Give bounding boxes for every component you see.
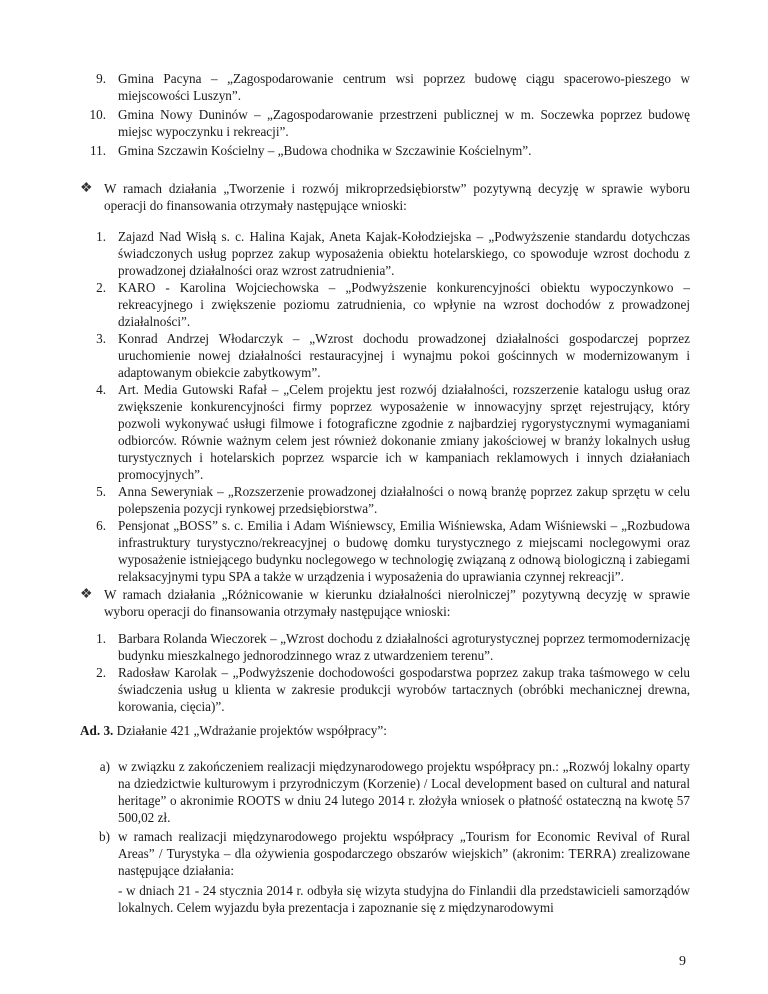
list-item-text: Anna Seweryniak – „Rozszerzenie prowadzonej działalności o nową branżę poprzez zakup sprzętu w celu polepszenia pozycji rynkowej przedsiębiorstwa”. xyxy=(118,484,690,516)
list-item-text: Zajazd Nad Wisłą s. c. Halina Kajak, Aneta Kajak-Kołodziejska – „Podwyższenie standardu dotychczas świadczonych usług poprzez zakup wyposażenia obiektu hotelarskiego, co spowoduje wzrost dochodu z prowadzonej działalności oraz wzrost zatrudnienia”. xyxy=(118,229,690,278)
list-number: 4. xyxy=(96,382,106,397)
list-letter: b) xyxy=(99,829,110,844)
section-title: Działanie 421 „Wdrażanie projektów współpracy”: xyxy=(113,723,387,738)
list-item-text: w związku z zakończeniem realizacji międzynarodowego projektu współpracy pn.: „Rozwój lokalny oparty na dziedzictwie kulturowym i przyrodniczym (Korzenie) / Local development based on cultural and natural heritage” o akronimie ROOTS w dniu 24 lutego 2014 r. złożyła wniosek o płatność ostateczną na kwotę 57 500,02 zł. xyxy=(118,759,690,825)
list-item-text: Gmina Nowy Duninów – „Zagospodarowanie przestrzeni publicznej w m. Soczewka poprzez budowę miejsc wypoczynku i rekreacji”. xyxy=(118,107,690,139)
list-item-text: Radosław Karolak – „Podwyższenie dochodowości gospodarstwa poprzez zakup traka taśmowego w celu świadczenia usług u klienta w zakresie produkcji wyrobów tartacznych (obróbki mechanicznej drewna, korowania, cięcia)”. xyxy=(118,665,690,714)
diamond-bullet-icon: ❖ xyxy=(80,181,93,196)
list-number: 2. xyxy=(96,280,106,295)
sub-paragraph: - w dniach 21 - 24 stycznia 2014 r. odbyła się wizyta studyjna do Finlandii dla przedstawicieli samorządów lokalnych. Celem wyjazdu była prezentacja i zapoznanie się z międzynarodowymi xyxy=(118,883,690,915)
list-number: 5. xyxy=(96,484,106,499)
page-number: 9 xyxy=(679,954,686,969)
list-letter: a) xyxy=(99,759,110,774)
list-number: 1. xyxy=(96,229,106,244)
list-item-text: w ramach realizacji międzynarodowego projektu współpracy „Tourism for Economic Revival of Rural Areas” / Turystyka – dla ożywienia gospodarczego obszarów wiejskich” (akronim: TERRA) zrealizowane następujące działania: xyxy=(118,829,690,878)
list-number: 10. xyxy=(89,107,106,122)
section-intro: W ramach działania „Różnicowanie w kierunku działalności nierolniczej” pozytywną decyzję w sprawie wyboru operacji do finansowania otrzymały następujące wnioski: xyxy=(104,587,690,619)
list-number: 3. xyxy=(96,331,106,346)
list-number: 1. xyxy=(96,631,106,646)
section-heading xyxy=(80,722,690,739)
list-item-text: Art. Media Gutowski Rafał – „Celem projektu jest rozwój działalności, rozszerzenie katalogu usług oraz zwiększenie konkurencyjności firmy poprzez wyposażenie w innowacyjny sprzęt rejestrujący, który pozwoli wykonywać usługi filmowe i fotograficzne zgodnie z najbardziej rygorystycznymi wymaganiami odbiorców. Równie ważnym celem jest również dokonanie zmiany jakościowej w branży lokalnych usług turystycznych i hotelarskich poprzez wsparcie ich w kampaniach reklamowych i innych działaniach promocyjnych”. xyxy=(118,382,690,482)
section-label: Ad. 3. xyxy=(80,723,114,738)
list-number: 2. xyxy=(96,665,106,680)
list-item-text: KARO - Karolina Wojciechowska – „Podwyższenie konkurencyjności obiektu wypoczynkowo – rekreacyjnego i zwiększenie poziomu zatrudnienia, co wpłynie na wzrost dochodów z prowadzonej działalności”. xyxy=(118,280,690,329)
list-item-text: Gmina Pacyna – „Zagospodarowanie centrum wsi poprzez budowę ciągu spacerowo-pieszego w miejscowości Luszyn”. xyxy=(118,71,690,103)
list-item-text: Pensjonat „BOSS” s. c. Emilia i Adam Wiśniewscy, Emilia Wiśniewska, Adam Wiśniewski – „Rozbudowa infrastruktury turystyczno/rekreacyjnej o budowę domku turystycznego z miejscami noclegowymi oraz wyposażenie istniejącego budynku noclegowego w technologię związaną z odnową biologiczną i zabiegami relaksacyjnymi typu SPA a także w urządzenia i wyposażenia do uprawiania czynnej rekreacji”. xyxy=(118,518,690,584)
list-item-text: Gmina Szczawin Kościelny – „Budowa chodnika w Szczawinie Kościelnym”. xyxy=(118,143,532,158)
list-number: 9. xyxy=(96,71,106,86)
list-number: 11. xyxy=(90,143,106,158)
list-number: 6. xyxy=(96,518,106,533)
diamond-bullet-icon: ❖ xyxy=(80,587,93,602)
list-item-text: Barbara Rolanda Wieczorek – „Wzrost dochodu z działalności agroturystycznej poprzez termomodernizację budynku mieszkalnego jednorodzinnego wraz z utwardzeniem terenu”. xyxy=(118,631,690,663)
section-intro: W ramach działania „Tworzenie i rozwój mikroprzedsiębiorstw” pozytywną decyzję w sprawie wyboru operacji do finansowania otrzymały następujące wnioski: xyxy=(104,181,690,213)
list-item-text: Konrad Andrzej Włodarczyk – „Wzrost dochodu prowadzonej działalności gospodarczej poprzez uruchomienie nowej działalności restauracyjnej i wynajmu pokoi gościnnych w modernizowanym i adaptowanym obiekcie zabytkowym”. xyxy=(118,331,690,380)
